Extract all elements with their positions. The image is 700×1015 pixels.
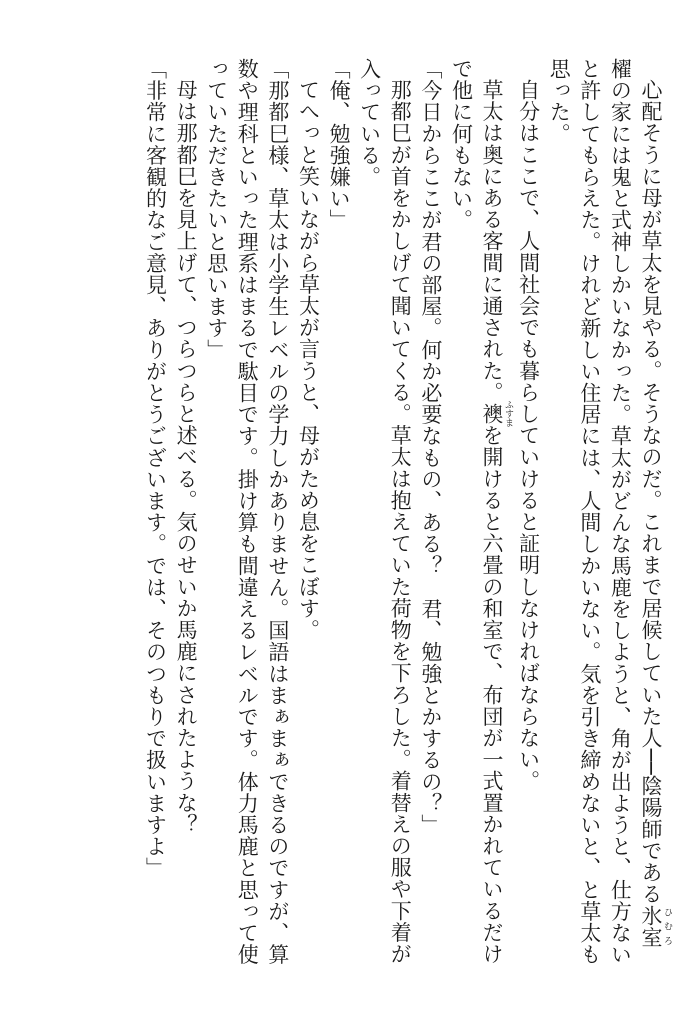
text-segment: 草太は奥にある客間に通された。: [480, 79, 505, 403]
body-text: [22, 58, 672, 970]
text-segment: と許してもらえた。けれど新しい住居には、人間しかいない。気を引き締めないと、と草太も: [577, 58, 602, 966]
text-column: [574, 58, 605, 970]
text-segment: 心配そうに母が草太を見やる。そうなのだ。これまで居候していた人──陰陽師である: [639, 79, 663, 905]
text-segment: てへっと笑いながら草太が言うと、母がため息をこぼす。: [296, 79, 321, 641]
text-column: [476, 58, 513, 970]
text-column: [513, 58, 544, 970]
text-column: [140, 58, 171, 970]
ruby-annotation: [639, 904, 672, 948]
ruby-reading: ふすま: [503, 400, 514, 428]
text-column: [635, 58, 672, 970]
text-segment: 「那都巳様、草太は小学生レベルの学力しかありません。国語はまぁまぁできるのですが、算: [265, 58, 290, 966]
text-column: [323, 58, 354, 970]
text-segment: 自分はここで、人間社会でも暮らしていけると証明しなければならない。: [516, 79, 541, 792]
text-column: [293, 58, 324, 970]
text-column: [385, 58, 416, 970]
text-segment: 母は那都巳を見上げて、つらつらと述べる。気のせいか馬鹿にされたような？: [174, 79, 199, 835]
text-segment: 「俺、勉強嫌い」: [327, 58, 352, 231]
text-segment: で他に何もない。: [449, 58, 474, 231]
text-segment: を開けると六畳の和室で、布団が一式置かれているだけ: [480, 424, 505, 965]
text-segment: 「今日からここが君の部屋。何か必要なもの、ある？ 君、勉強とかするの？」: [418, 58, 443, 836]
text-column: [446, 58, 477, 970]
text-segment: 「非常に客観的なご意見、ありがとうございます。では、そのつもりで扱いますよ」: [143, 58, 168, 879]
text-column: [201, 58, 232, 970]
ruby-annotation: [480, 400, 514, 428]
text-segment: 思った。: [547, 58, 572, 145]
text-column: [232, 58, 263, 970]
text-column: [544, 58, 575, 970]
text-segment: 櫂の家には鬼と式神しかいなかった。草太がどんな馬鹿をしようと、角が出ようと、仕方ない: [608, 58, 633, 966]
text-column: [171, 58, 202, 970]
text-column: [605, 58, 636, 970]
text-column: [415, 58, 446, 970]
text-segment: 数や理科といった理系はまるで駄目です。掛け算も間違えるレベルです。体力馬鹿と思って使: [235, 58, 260, 966]
ruby-reading: ひむろ: [662, 904, 672, 948]
text-segment: 那都巳が首をかしげて聞いてくる。草太は抱えていた荷物を下ろした。着替えの服や下着が: [388, 79, 413, 965]
text-segment: っていただきたいと思います」: [204, 58, 229, 361]
text-column: [354, 58, 385, 970]
text-column: [262, 58, 293, 970]
ruby-base: 襖: [480, 400, 505, 428]
ruby-base: 氷室: [639, 904, 663, 948]
text-segment: 入っている。: [357, 58, 382, 188]
